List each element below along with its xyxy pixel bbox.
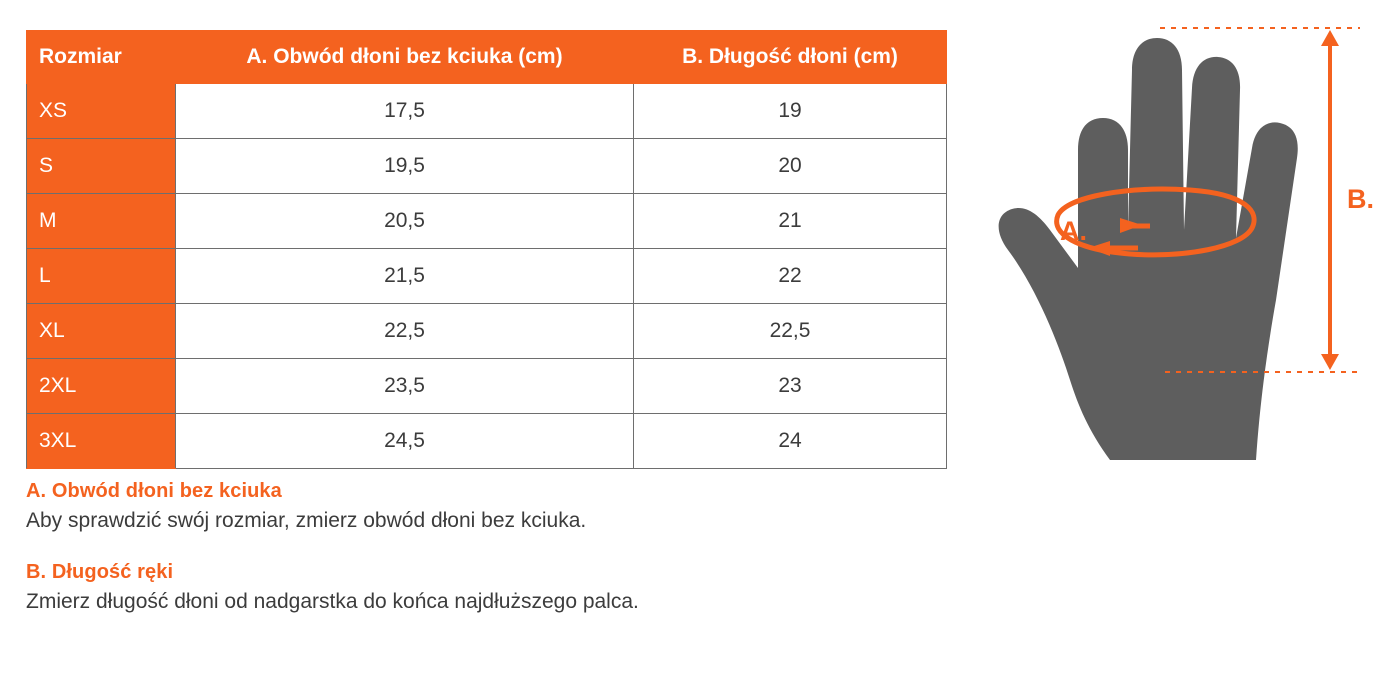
cell-size: XL bbox=[27, 304, 176, 359]
diagram-label-a: A. bbox=[1060, 216, 1087, 246]
table-header-row bbox=[27, 31, 947, 84]
cell-circumference: 20,5 bbox=[176, 194, 634, 249]
cell-size: XS bbox=[27, 84, 176, 139]
cell-circumference: 21,5 bbox=[176, 249, 634, 304]
cell-size: 2XL bbox=[27, 359, 176, 414]
cell-length: 22 bbox=[634, 249, 947, 304]
measurement-instructions bbox=[26, 480, 956, 614]
cell-circumference: 23,5 bbox=[176, 359, 634, 414]
table-row bbox=[27, 139, 947, 194]
size-table bbox=[26, 30, 947, 469]
cell-circumference: 19,5 bbox=[176, 139, 634, 194]
cell-length: 22,5 bbox=[634, 304, 947, 359]
cell-circumference: 22,5 bbox=[176, 304, 634, 359]
column-header-circumference: A. Obwód dłoni bez kciuka (cm) bbox=[176, 31, 634, 84]
cell-size: 3XL bbox=[27, 414, 176, 469]
table-row bbox=[27, 249, 947, 304]
note-title-b: B. Długość ręki bbox=[26, 561, 174, 583]
cell-length: 21 bbox=[634, 194, 947, 249]
cell-length: 24 bbox=[634, 414, 947, 469]
diagram-label-b: B. bbox=[1347, 184, 1374, 214]
table-row bbox=[27, 304, 947, 359]
cell-length: 23 bbox=[634, 359, 947, 414]
cell-size: M bbox=[27, 194, 176, 249]
cell-circumference: 24,5 bbox=[176, 414, 634, 469]
note-body-b: Zmierz długość dłoni od nadgarstka do końca najdłuższego palca. bbox=[26, 590, 639, 613]
note-body-a: Aby sprawdzić swój rozmiar, zmierz obwód dłoni bez kciuka. bbox=[26, 509, 587, 532]
cell-size: L bbox=[27, 249, 176, 304]
table-row bbox=[27, 414, 947, 469]
note-title-a: A. Obwód dłoni bez kciuka bbox=[26, 480, 282, 502]
hand-measurement-diagram bbox=[960, 0, 1394, 700]
column-header-size: Rozmiar bbox=[27, 31, 176, 84]
hand-silhouette bbox=[999, 38, 1298, 460]
table-row bbox=[27, 359, 947, 414]
cell-length: 19 bbox=[634, 84, 947, 139]
size-table-container bbox=[26, 30, 946, 469]
table-row bbox=[27, 194, 947, 249]
cell-circumference: 17,5 bbox=[176, 84, 634, 139]
cell-length: 20 bbox=[634, 139, 947, 194]
column-header-length: B. Długość dłoni (cm) bbox=[634, 31, 947, 84]
table-row bbox=[27, 84, 947, 139]
cell-size: S bbox=[27, 139, 176, 194]
